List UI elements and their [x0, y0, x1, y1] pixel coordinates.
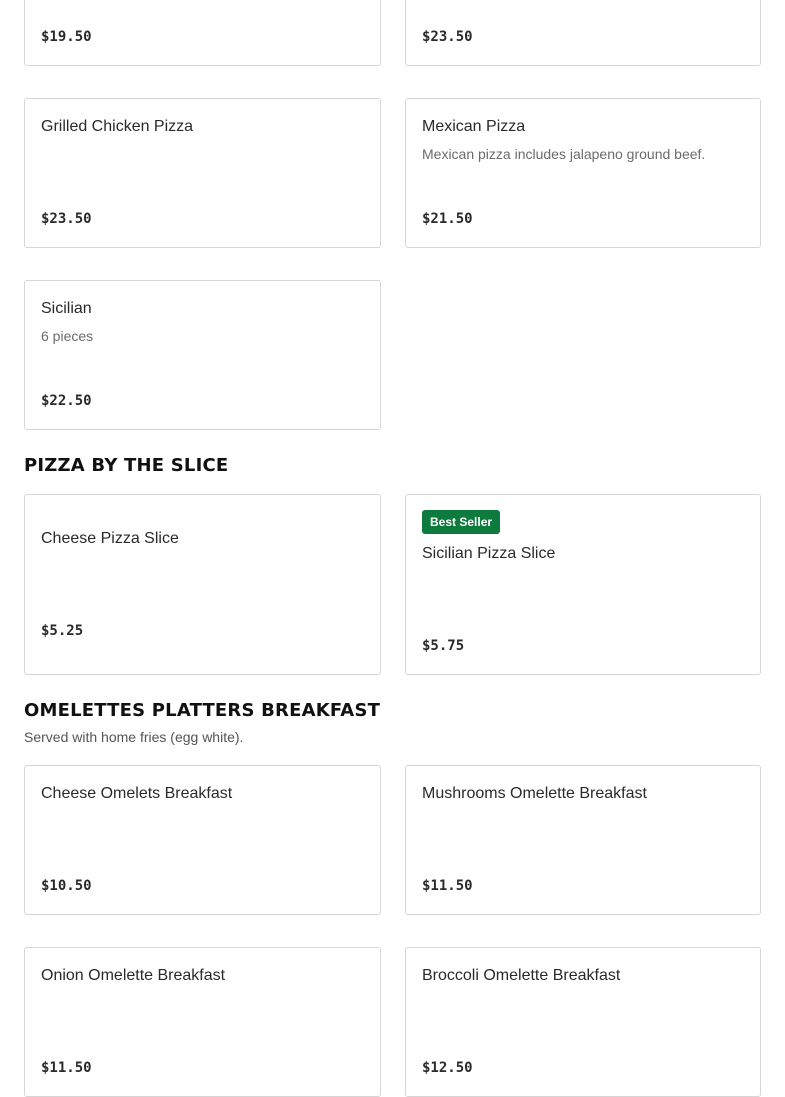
item-name: Grilled Chicken Pizza [41, 118, 194, 135]
best-seller-badge: Best Seller [422, 510, 500, 534]
item-price: $10.50 [41, 878, 92, 894]
item-name: Sicilian Pizza Slice [422, 545, 556, 562]
item-price: $23.50 [422, 29, 473, 45]
item-price: $23.50 [41, 211, 92, 227]
item-price: $11.50 [422, 878, 473, 894]
item-price: $19.50 [41, 29, 92, 45]
item-name: Broccoli Omelette Breakfast [422, 967, 621, 984]
menu-item-card[interactable] [24, 280, 381, 430]
item-price: $21.50 [422, 211, 473, 227]
item-name: Cheese Omelets Breakfast [41, 785, 233, 802]
section-description: Served with home fries (egg white). [24, 729, 244, 745]
menu-item-card[interactable] [405, 947, 761, 1097]
section-title: OMELETTES PLATTERS BREAKFAST [24, 700, 381, 721]
item-name: Sicilian [41, 300, 92, 317]
item-price: $5.75 [422, 638, 465, 654]
menu-item-card[interactable] [24, 494, 381, 675]
menu-item-card[interactable] [405, 0, 761, 66]
item-price: $5.25 [41, 623, 84, 639]
menu-item-card[interactable] [24, 0, 381, 66]
menu-item-card[interactable] [405, 494, 761, 675]
item-description: 6 pieces [41, 328, 94, 344]
item-name: Onion Omelette Breakfast [41, 967, 226, 984]
menu-item-card[interactable] [24, 98, 381, 248]
item-price: $12.50 [422, 1060, 473, 1076]
menu-item-card[interactable] [405, 98, 761, 248]
item-price: $11.50 [41, 1060, 92, 1076]
item-price: $22.50 [41, 393, 92, 409]
item-name: Mexican Pizza [422, 118, 526, 135]
item-name: Cheese Pizza Slice [41, 530, 179, 547]
item-description: Mexican pizza includes jalapeno ground beef. [422, 146, 706, 162]
section-title: PIZZA BY THE SLICE [24, 455, 229, 476]
item-name: Mushrooms Omelette Breakfast [422, 785, 647, 802]
menu-item-card[interactable] [405, 765, 761, 915]
menu-item-card[interactable] [24, 765, 381, 915]
menu-item-card[interactable] [24, 947, 381, 1097]
